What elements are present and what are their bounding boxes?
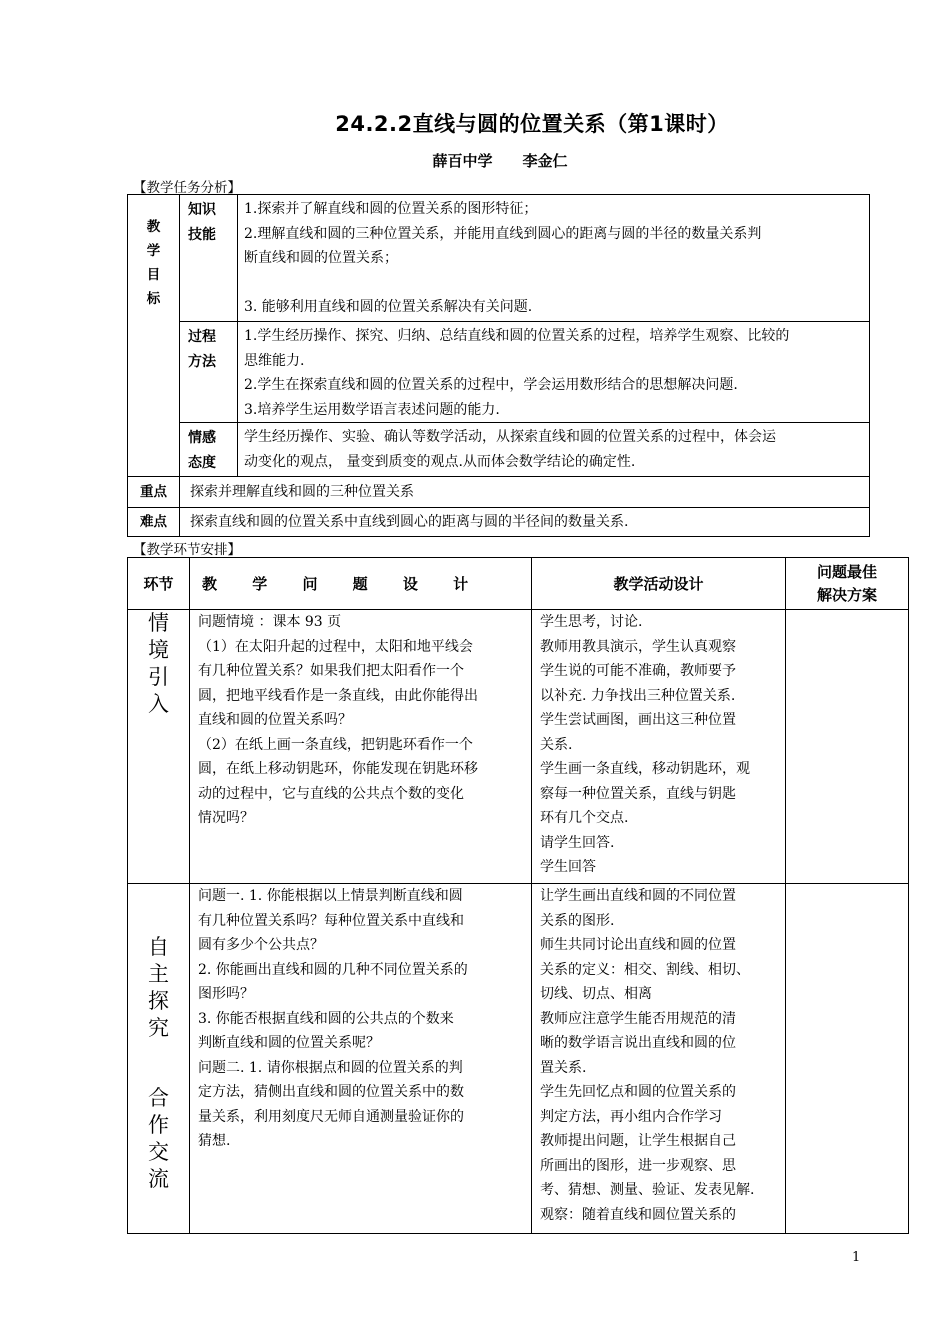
emotion-attitude-label: 情感 态度 (180, 423, 238, 477)
objectives-table (127, 194, 870, 537)
objectives-label: 教 学 目 标 (128, 195, 180, 477)
phase-intro: 情 境 引 入 (128, 610, 190, 884)
author-school: 薛百中学 (432, 152, 493, 170)
process-methods-content: 1.学生经历操作、探究、归纳、总结直线和圆的位置关系的过程，培养学生观察、比较的 思维能力. 2.学生在探索直线和圆的位置关系的过程中，学会运用数形结合的思想解决问题. 3.培养学生运用数学语言表述问题的能力. (238, 322, 870, 423)
key-point-label: 重点 (128, 477, 180, 508)
emotion-attitude-content: 学生经历操作、实验、确认等数学活动，从探索直线和圆的位置关系的过程中，体会运 动变化的观点， 量变到质变的观点.从而体会数学结论的确定性. (238, 423, 870, 477)
header-phase: 环节 (128, 558, 190, 610)
difficulty-text: 探索直线和圆的位置关系中直线到圆心的距离与圆的半径间的数量关系. (180, 508, 870, 537)
section-task-analysis-label: 【教学任务分析】 (133, 180, 241, 196)
header-solution: 问题最佳 解决方案 (786, 558, 909, 610)
knowledge-skills-label: 知识 技能 (180, 195, 238, 322)
document-title: 24.2.2直线与圆的位置关系（第1课时） (335, 112, 729, 136)
design-intro: 问题情境 ：课本 93 页 （1）在太阳升起的过程中，太阳和地平线会 有几种位置关系？如果我们把太阳看作一个 圆，把地平线看作是一条直线，由此你能得出 直线和圆的位置关系吗？ （2）在纸上画一条直线，把钥匙环看作一个 圆，在纸上移动钥匙环，你能发现在钥匙环移 动的过程中，它与直线的公共点个数的变化 情况吗？ (190, 610, 532, 884)
section-schedule-label: 【教学环节安排】 (133, 542, 241, 558)
activity-intro: 学生思考，讨论. 教师用教具演示，学生认真观察 学生说的可能不准确，教师要予 以补充. 力争找出三种位置关系. 学生尝试画图，画出这三种位置 关系. 学生画一条直线，移动钥匙环，观 察每一种位置关系，直线与钥匙 环有几个交点. 请学生回答. 学生回答 (532, 610, 786, 884)
knowledge-skills-content: 1.探索并了解直线和圆的位置关系的图形特征； 2.理解直线和圆的三种位置关系，并能用直线到圆心的距离与圆的半径的数量关系判 断直线和圆的位置关系； 3. 能够利用直线和圆的位置关系解决有关问题. (238, 195, 870, 322)
difficulty-label: 难点 (128, 508, 180, 537)
schedule-table (127, 557, 909, 1234)
activity-explore: 让学生画出直线和圆的不同位置 关系的图形. 师生共同讨论出直线和圆的位置 关系的定义：相交、割线、相切、 切线、切点、相离 教师应注意学生能否用规范的清 晰的数学语言说出直线和圆的位 置关系. 学生先回忆点和圆的位置关系的 判定方法，再小组内合作学习 教师提出问题，让学生根据自己 所画出的图形，进一步观察、思 考、猜想、测量、验证、发表见解. 观察：随着直线和圆位置关系的 (532, 884, 786, 1234)
key-point-text: 探索并理解直线和圆的三种位置关系 (180, 477, 870, 508)
process-methods-label: 过程 方法 (180, 322, 238, 423)
author-line (0, 150, 950, 171)
phase-explore: 自 主 探 究 合 作 交 流 (128, 884, 190, 1234)
page-number: 1 (852, 1250, 861, 1265)
author-name: 李金仁 (522, 152, 568, 170)
solution-intro (786, 610, 909, 884)
header-design: 教 学 问 题 设 计 (190, 558, 532, 610)
solution-explore (786, 884, 909, 1234)
header-activity: 教学活动设计 (532, 558, 786, 610)
design-explore: 问题一. 1. 你能根据以上情景判断直线和圆 有几种位置关系吗？每种位置关系中直线和 圆有多少个公共点？ 2. 你能画出直线和圆的几种不同位置关系的 图形吗？ 3. 你能否根据直线和圆的公共点的个数来 判断直线和圆的位置关系呢？ 问题二. 1. 请你根据点和圆的位置关系的判 定方法，猜侧出直线和圆的位置关系中的数 量关系，利用刻度尺无师自通测量验证你的 猜想. (190, 884, 532, 1234)
